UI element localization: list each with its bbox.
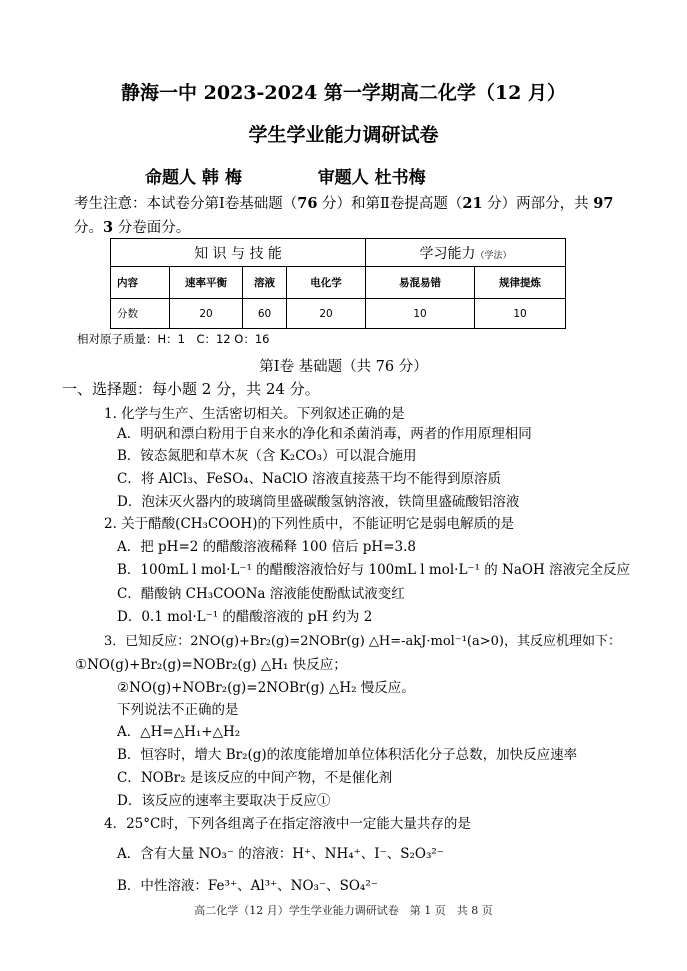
q4-option-b: B．中性溶液：Fe³⁺、Al³⁺、NO₃⁻、SO₄²⁻	[117, 878, 378, 894]
q3-option-c: C．NOBr₂ 是该反应的中间产物，不是催化剂	[117, 770, 393, 786]
row-label-content: 内容	[111, 267, 170, 299]
exam-notice: 考生注意：本试卷分第Ⅰ卷基础题（76 分）和第Ⅱ卷提高题（21 分）两部分，共 97 分。3 分卷面分。	[74, 195, 614, 236]
q1-option-a: A．明矾和漂白粉用于自来水的净化和杀菌消毒，两者的作用原理相同	[117, 426, 532, 442]
score-neatness: 3	[103, 219, 114, 236]
table-header-cell: 规律提炼	[475, 267, 566, 299]
row-label-score: 分数	[111, 299, 170, 329]
q3-option-d: D．该反应的速率主要取决于反应①	[117, 793, 331, 809]
q1-stem: 1. 化学与生产、生活密切相关。下列叙述正确的是	[104, 406, 405, 422]
q1-option-c: C．将 AlCl₃、FeSO₄、NaClO 溶液直接蒸干均不能得到原溶质	[117, 471, 501, 487]
exam-title: 静海一中 2023-2024 第一学期高二化学（12 月）	[121, 82, 566, 104]
score-part1: 76	[297, 195, 318, 212]
q2-option-b: B．100mL l mol·L⁻¹ 的醋酸溶液恰好与 100mL l mol·L⁻¹ 的 NaOH 溶液完全反应	[117, 562, 631, 578]
q3-stem: 3．已知反应：2NO(g)+Br₂(g)=2NOBr(g) △H=-akJ·mol⁻¹(a>0)，其反应机理如下：	[104, 634, 621, 649]
q2-option-c: C．醋酸钠 CH₃COONa 溶液能使酚酞试液变红	[117, 586, 405, 602]
table-header-cell: 电化学	[287, 267, 366, 299]
table-score-cell: 20	[287, 299, 366, 329]
q2-stem: 2. 关于醋酸(CH₃COOH)的下列性质中，不能证明它是弱电解质的是	[104, 516, 514, 532]
q2-option-a: A．把 pH=2 的醋酸溶液稀释 100 倍后 pH=3.8	[117, 539, 416, 555]
q2-option-d: D．0.1 mol·L⁻¹ 的醋酸溶液的 pH 约为 2	[117, 609, 373, 625]
score-total: 97	[593, 195, 614, 212]
reviewer-label: 审题人	[317, 168, 369, 188]
q4-stem: 4．25°C时，下列各组离子在指定溶液中一定能大量共存的是	[104, 816, 471, 832]
q3-option-b: B．恒容时，增大 Br₂(g)的浓度能增加单位体积活化分子总数，加快反应速率	[117, 747, 578, 763]
table-header-cell: 速率平衡	[170, 267, 243, 299]
exam-subtitle: 学生学业能力调研试卷	[248, 124, 439, 146]
q3-step1: ①NO(g)+Br₂(g)=NOBr₂(g) △H₁ 快反应；	[75, 657, 347, 673]
reviewer-name: 杜书梅	[374, 168, 426, 188]
part-heading: 一、选择题：每小题 2 分，共 24 分。	[62, 380, 320, 398]
table-group-ability: 学习能力（学法）	[366, 239, 566, 267]
author-name: 韩 梅	[201, 168, 242, 188]
score-distribution-table	[110, 238, 566, 329]
atomic-mass: 相对原子质量：H：1 C：12 O：16	[77, 332, 270, 346]
table-score-cell: 10	[366, 299, 475, 329]
table-header-cell: 溶液	[243, 267, 287, 299]
q1-option-b: B．铵态氮肥和草木灰（含 K₂CO₃）可以混合施用	[117, 448, 417, 464]
author-label: 命题人	[145, 168, 196, 188]
table-header-cell: 易混易错	[366, 267, 475, 299]
q4-option-a: A．含有大量 NO₃⁻ 的溶液：H⁺、NH₄⁺、I⁻、S₂O₃²⁻	[117, 846, 444, 862]
table-score-cell: 20	[170, 299, 243, 329]
score-part2: 21	[462, 195, 483, 212]
page-footer: 高二化学（12 月）学生学业能力调研试卷 第 1 页 共 8 页	[194, 904, 493, 917]
q3-ask: 下列说法不正确的是	[117, 702, 239, 718]
q1-option-d: D．泡沫灭火器内的玻璃筒里盛碳酸氢钠溶液，铁筒里盛硫酸铝溶液	[117, 494, 520, 510]
section-title: 第Ⅰ卷 基础题（共 76 分）	[259, 359, 428, 375]
table-group-knowledge: 知 识 与 技 能	[111, 239, 366, 267]
q3-step2: ②NO(g)+NOBr₂(g)=2NOBr(g) △H₂ 慢反应。	[117, 680, 415, 696]
q3-option-a: A．△H=△H₁+△H₂	[117, 724, 241, 740]
author-line	[145, 163, 426, 188]
table-score-cell: 60	[243, 299, 287, 329]
table-score-cell: 10	[475, 299, 566, 329]
